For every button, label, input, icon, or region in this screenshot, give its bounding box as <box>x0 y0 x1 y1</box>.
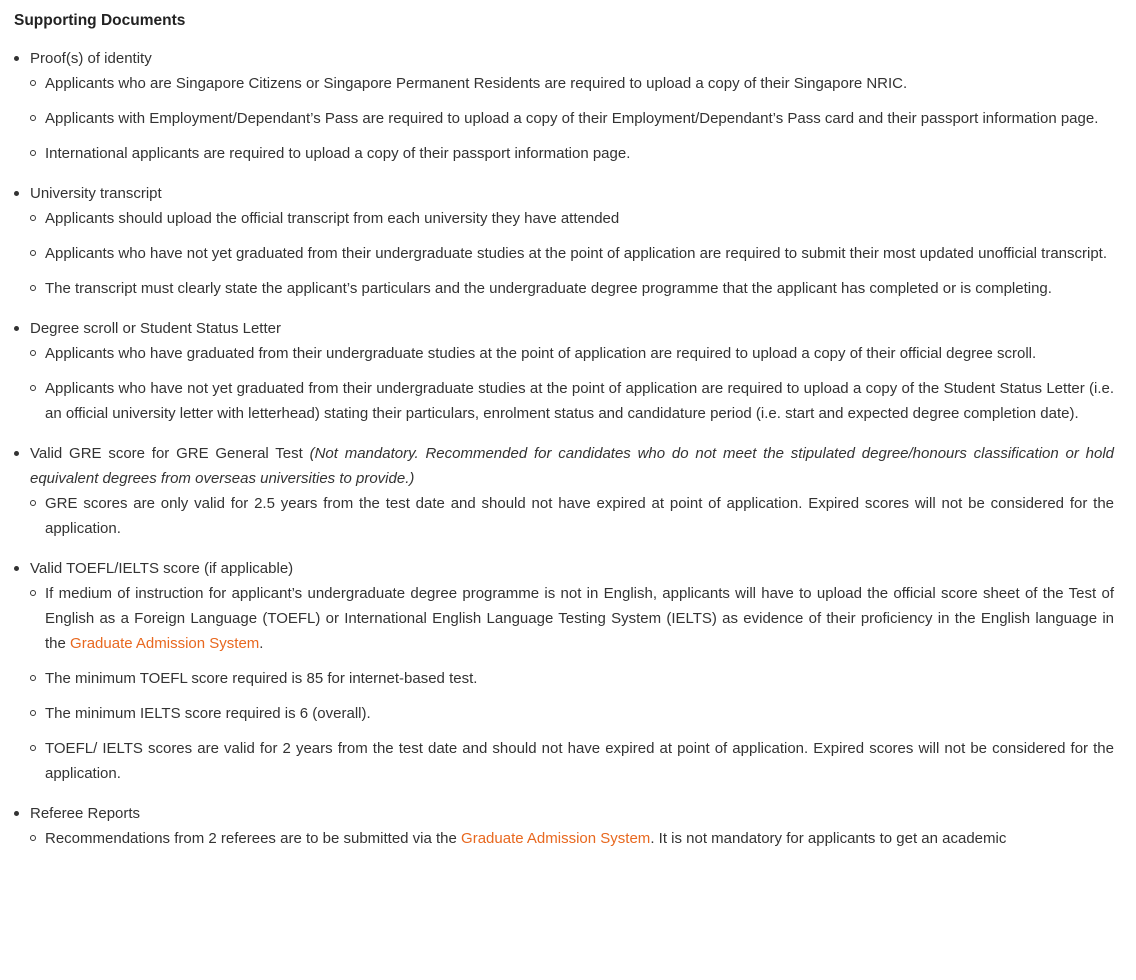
list-item-university-transcript <box>14 181 1114 301</box>
sub-item: International applicants are required to upload a copy of their passport information page. <box>30 141 1114 166</box>
item-label: Valid TOEFL/IELTS score (if applicable) <box>30 560 294 577</box>
sub-item-text: . <box>259 635 264 652</box>
graduate-admission-system-link[interactable]: Graduate Admission System <box>461 830 651 847</box>
sub-item: The minimum IELTS score required is 6 (overall). <box>30 701 1114 726</box>
sub-item: Applicants who are Singapore Citizens or Singapore Permanent Residents are required to upload a copy of their Singapore NRIC. <box>30 71 1114 96</box>
sub-item: The minimum TOEFL score required is 85 for internet-based test. <box>30 666 1114 691</box>
list-item-gre-score <box>14 441 1114 541</box>
sub-item: Applicants with Employment/Dependant’s Pass are required to upload a copy of their Employment/Dependant’s Pass card and their passport information page. <box>30 106 1114 131</box>
sub-item: Applicants should upload the official transcript from each university they have attended <box>30 206 1114 231</box>
requirements-list <box>14 46 1114 851</box>
item-label: Degree scroll or Student Status Letter <box>30 320 281 337</box>
item-label: University transcript <box>30 185 162 202</box>
sub-item: TOEFL/ IELTS scores are valid for 2 years from the test date and should not have expired at point of application. Expired scores will not be considered for the application. <box>30 736 1114 786</box>
sub-item: Applicants who have not yet graduated from their undergraduate studies at the point of application are required to submit their most updated unofficial transcript. <box>30 241 1114 266</box>
item-label: Proof(s) of identity <box>30 50 152 67</box>
section-title: Supporting Documents <box>14 12 186 29</box>
list-item-degree-scroll <box>14 316 1114 426</box>
sub-item: Applicants who have not yet graduated from their undergraduate studies at the point of application are required to upload a copy of the Student Status Letter (i.e. an official university letter with letterhead) stating their particulars, enrolment status and candidature period (i.e. start and expected degree completion date). <box>30 376 1114 426</box>
sub-item: The transcript must clearly state the applicant’s particulars and the undergraduate degree programme that the applicant has completed or is completing. <box>30 276 1114 301</box>
sub-list <box>30 581 1114 786</box>
item-label: Referee Reports <box>30 805 141 822</box>
sub-list <box>30 341 1114 426</box>
item-label: Valid GRE score for GRE General Test <box>30 445 303 462</box>
sub-item-text: If medium of instruction for applicant’s undergraduate degree programme is not in English, applicants will have to upload the official score sheet of the Test of English as a Foreign Language (TOEFL) or International English Language Testing System (IELTS) as evidence of their proficiency in the English language in the <box>45 585 1114 652</box>
list-item-referee-reports <box>14 801 1114 851</box>
item-note: (Not mandatory. Recommended for candidates who do not meet the stipulated degree/honours classification or hold equivalent degrees from overseas universities to provide.) <box>30 445 1114 487</box>
sub-item-text: . It is not mandatory for applicants to get an academic <box>650 830 1007 847</box>
sub-list <box>30 491 1114 541</box>
sub-item <box>30 826 1114 851</box>
sub-list <box>30 206 1114 301</box>
sub-item: Applicants who have graduated from their undergraduate studies at the point of application are required to upload a copy of their official degree scroll. <box>30 341 1114 366</box>
sub-item-text: Recommendations from 2 referees are to be submitted via the <box>45 830 462 847</box>
sub-list <box>30 71 1114 166</box>
sub-list <box>30 826 1114 851</box>
list-item-proof-of-identity <box>14 46 1114 166</box>
list-item-toefl-ielts <box>14 556 1114 786</box>
graduate-admission-system-link[interactable]: Graduate Admission System <box>70 635 260 652</box>
sub-item: GRE scores are only valid for 2.5 years from the test date and should not have expired at point of application. Expired scores will not be considered for the application. <box>30 491 1114 541</box>
sub-item <box>30 581 1114 656</box>
